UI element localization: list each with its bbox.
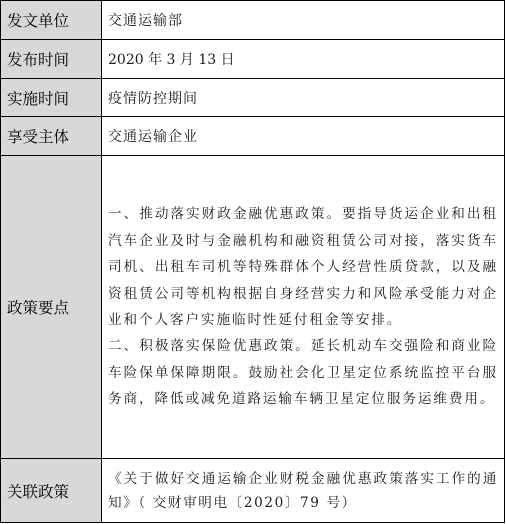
effective-value: 疫情防控期间: [102, 79, 505, 117]
row-issuer: [1, 1, 505, 40]
issue-date-value: 2020 年 3 月 13 日: [102, 40, 505, 79]
related-policy-text: 《关于做好交通运输企业财税金融优惠政策落实工作的通知》（ 交财审明电〔2020〕79 号）: [108, 470, 498, 511]
row-beneficiary: [1, 117, 505, 156]
issuer-value: 交通运输部: [102, 1, 505, 40]
beneficiary-label: 享受主体: [1, 117, 102, 156]
issuer-label: 发文单位: [1, 1, 102, 40]
key-point-paragraph: 一、推动落实财政金融优惠政策。要指导货运企业和出租汽车企业及时与金融机构和融资租赁公司对接，落实货车司机、出租车司机等特殊群体个人经营性质贷款，以及融资租赁公司等机构根据自身经营实力和风险承受能力对企业和个人客户实施临时性延付租金等安排。: [108, 206, 498, 328]
key-points-value: [102, 156, 505, 459]
effective-label: 实施时间: [1, 79, 102, 117]
row-effective: [1, 79, 505, 117]
beneficiary-value: 交通运输企业: [102, 117, 505, 156]
row-related: [1, 459, 505, 523]
key-points-text: [108, 201, 498, 412]
key-points-label: 政策要点: [1, 156, 102, 459]
key-point-paragraph: 二、积极落实保险优惠政策。延长机动车交强险和商业险车险保单保障期限。鼓励社会化卫星定位系统监控平台服务商，降低或减免道路运输车辆卫星定位服务运维费用。: [108, 338, 498, 408]
row-issue-date: [1, 40, 505, 79]
row-key-points: [1, 156, 505, 459]
related-value: [102, 459, 505, 523]
related-label: 关联政策: [1, 459, 102, 523]
issue-date-label: 发布时间: [1, 40, 102, 79]
